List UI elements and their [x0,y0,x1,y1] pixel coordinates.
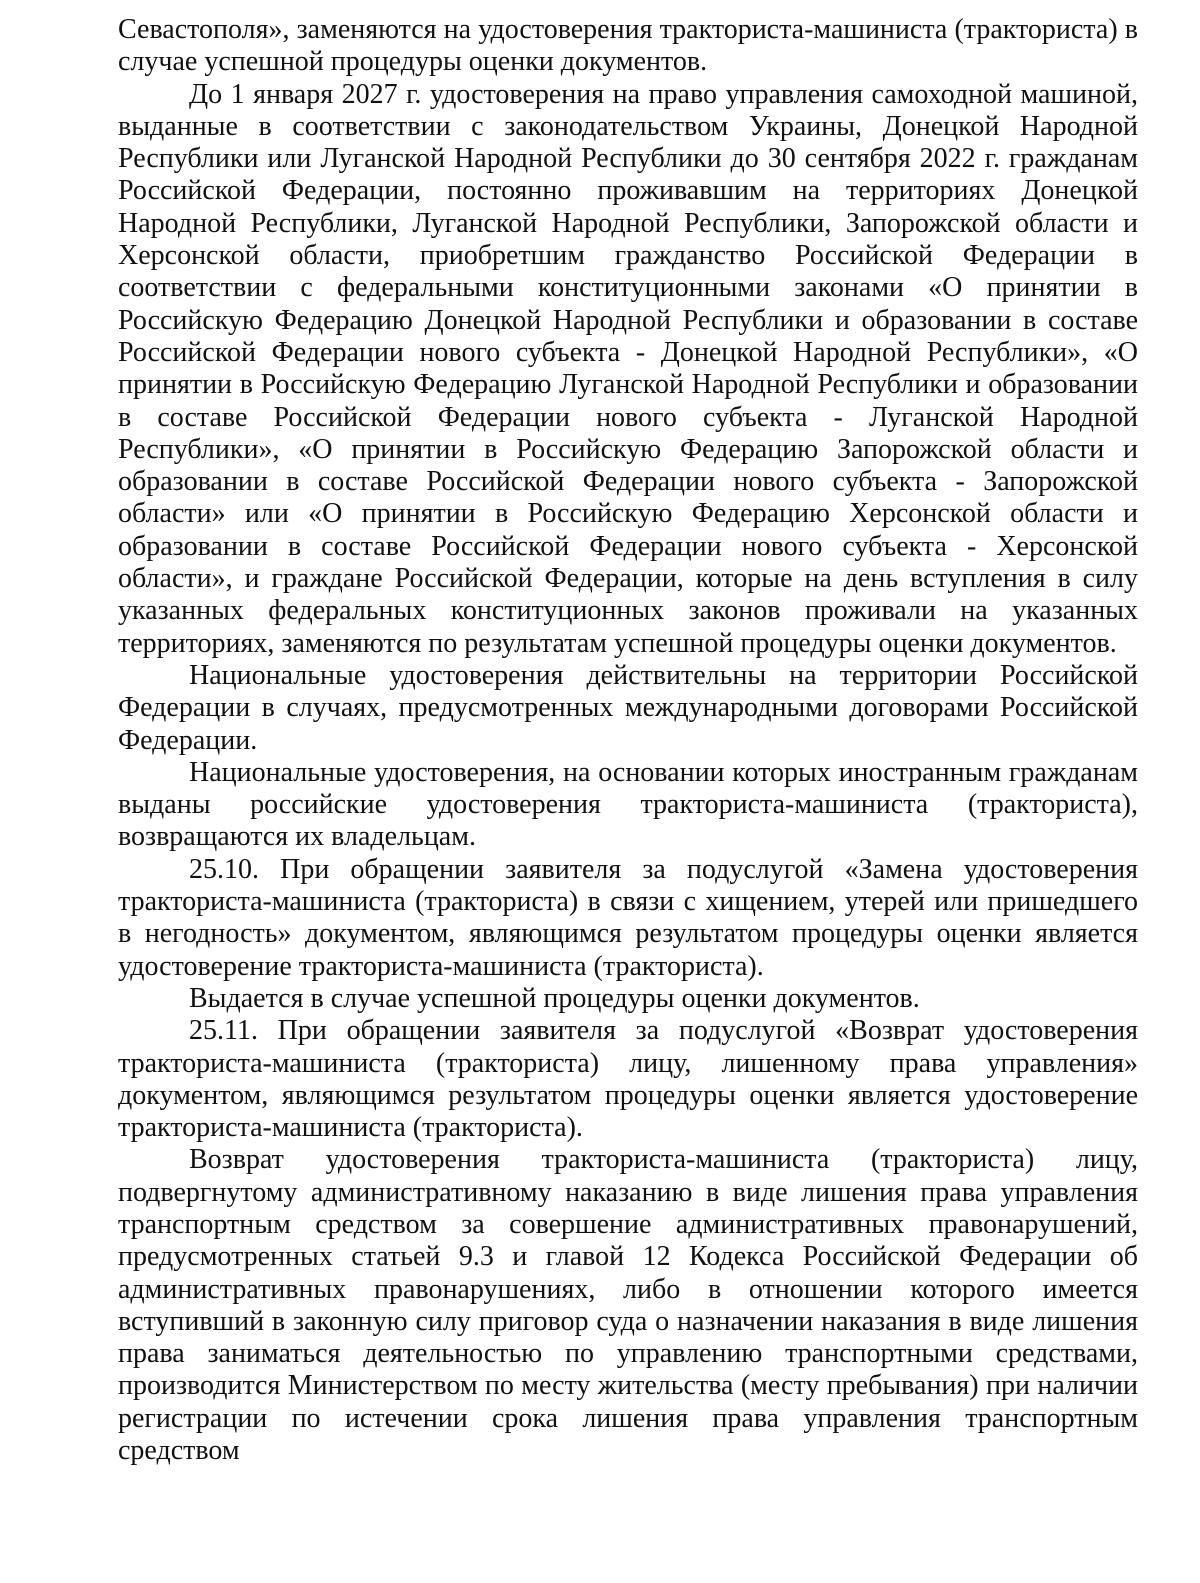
document-page [118,0,1138,1467]
paragraph-replacement-until-2027: До 1 января 2027 г. удостоверения на право управления самоходной машиной, выданные в соответствии с законодательством Украины, Донецкой Народной Республики или Луганской Народной Республики до 30 сентября 2022 г. гражданам Российской Федерации, постоянно проживавшим на территориях Донецкой Народной Республики, Луганской Народной Республики, Запорожской области и Херсонской области, приобретшим гражданство Российской Федерации в соответствии с федеральными конституционными законами «О принятии в Российскую Федерацию Донецкой Народной Республики и образовании в составе Российской Федерации нового субъекта - Донецкой Народной Республики», «О принятии в Российскую Федерацию Луганской Народной Республики и образовании в составе Российской Федерации нового субъекта - Луганской Народной Республики», «О принятии в Российскую Федерацию Запорожской области и образовании в составе Российской Федерации нового субъекта - Запорожской области» или «О принятии в Российскую Федерацию Херсонской области и образовании в составе Российской Федерации нового субъекта - Херсонской области», и граждане Российской Федерации, которые на день вступления в силу указанных федеральных конституционных законов проживали на указанных территориях, заменяются по результатам успешной процедуры оценки документов. [118,78,1138,659]
paragraph-national-licenses-validity: Национальные удостоверения действительны на территории Российской Федерации в случаях, предусмотренных международными договорами Российской Федерации. [118,659,1138,756]
paragraph-return-of-license: Возврат удостоверения тракториста-машиниста (тракториста) лицу, подвергнутому административному наказанию в виде лишения права управления транспортным средством за совершение административных правонарушений, предусмотренных статьей 9.3 и главой 12 Кодекса Российской Федерации об административных правонарушениях, либо в отношении которого имеется вступивший в законную силу приговор суда о назначении наказания в виде лишения права заниматься деятельностью по управлению транспортными средствами, производится Министерством по месту жительства (месту пребывания) при наличии регистрации по истечении срока лишения права управления транспортным средством [118,1144,1138,1467]
paragraph-25-10: 25.10. При обращении заявителя за подуслугой «Замена удостоверения тракториста-машиниста (тракториста) в связи с хищением, утерей или пришедшего в негодность» документом, являющимся результатом процедуры оценки является удостоверение тракториста-машиниста (тракториста). [118,853,1138,982]
paragraph-continuation: Севастополя», заменяются на удостоверения тракториста-машиниста (тракториста) в случае успешной процедуры оценки документов. [118,14,1138,78]
paragraph-national-licenses-return: Национальные удостоверения, на основании которых иностранным гражданам выданы российские удостоверения тракториста-машиниста (тракториста), возвращаются их владельцам. [118,756,1138,853]
paragraph-25-11: 25.11. При обращении заявителя за подуслугой «Возврат удостоверения тракториста-машиниста (тракториста) лицу, лишенному права управления» документом, являющимся результатом процедуры оценки является удостоверение тракториста-машиниста (тракториста). [118,1015,1138,1144]
paragraph-issued-on-success: Выдается в случае успешной процедуры оценки документов. [189,982,920,1014]
